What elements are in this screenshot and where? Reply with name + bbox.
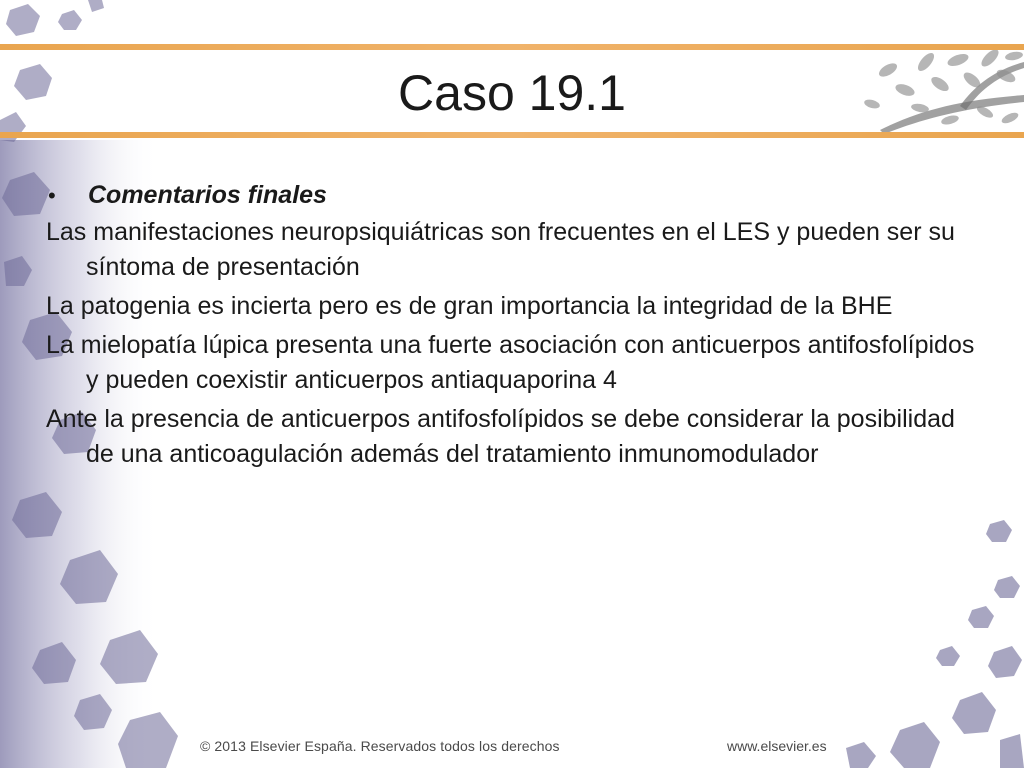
footer-copyright: © 2013 Elsevier España. Reservados todos los derechos <box>200 738 560 754</box>
paragraph: Ante la presencia de anticuerpos antifosfolípidos se debe considerar la posibilidad de una anticoagulación además del tratamiento inmunomodulador <box>46 405 955 468</box>
paragraph: Las manifestaciones neuropsiquiátricas son frecuentes en el LES y pueden ser su síntoma de presentación <box>46 218 955 281</box>
paragraph: La mielopatía lúpica presenta una fuerte asociación con anticuerpos antifosfolípidos y pueden coexistir anticuerpos antiaquaporina 4 <box>46 331 975 394</box>
bullet-icon: • <box>48 183 56 208</box>
slide-title: Caso 19.1 <box>398 65 626 121</box>
bottom-orange-band <box>0 132 1024 138</box>
paragraph: La patogenia es incierta pero es de gran importancia la integridad de la BHE <box>46 292 893 320</box>
bullet-heading <box>46 178 976 213</box>
top-orange-band <box>0 44 1024 50</box>
footer-website: www.elsevier.es <box>727 738 827 754</box>
section-heading: Comentarios finales <box>88 181 327 209</box>
hexagon-pattern-right <box>846 520 1024 768</box>
slide-body <box>46 178 976 476</box>
